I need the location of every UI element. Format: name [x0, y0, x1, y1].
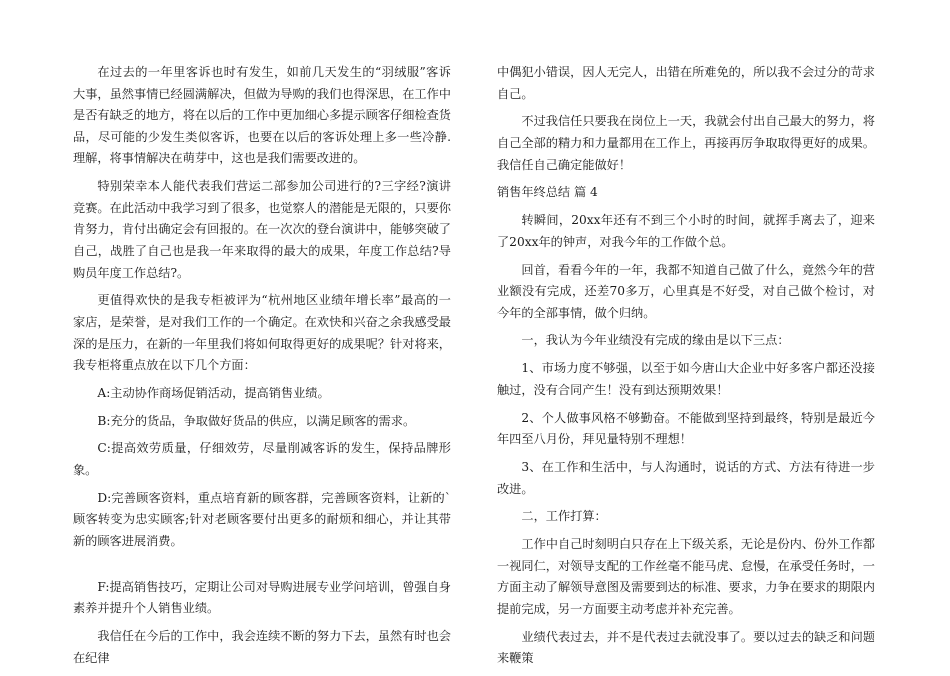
section-title: 销售年终总结 篇 4: [497, 185, 598, 200]
paragraph-belief: 我信任在今后的工作中，我会连续不断的努力下去，虽然有时也会在纪律: [73, 628, 451, 665]
reason-item-2: 2、个人做事风格不够勤奋。不能做到坚持到最终，特别是最近今年四至八月份，拜见量特别不理想！: [497, 410, 875, 447]
plan-item-b: B:充分的货品，争取做好货品的供应，以满足顾客的需求。: [97, 413, 416, 428]
left-column: [73, 62, 451, 675]
plan-item-c: C:提高效劳质量，仔细效劳，尽量削减客诉的发生，保持品牌形象。: [73, 441, 451, 478]
plan-item-a: A:主动协作商场促销活动，提高销售业绩。: [97, 385, 330, 400]
paragraph-speech-contest: 特别荣幸本人能代表我们营运二部参加公司进行的?三字经?演讲竞赛。在此活动中我学习到了很多，也觉察人的潜能是无限的，只要你肯努力，肯付出确定会有回报的。在一次次的登台演讲中，能够突破了自己，战胜了自己也是我一年来取得的最大的成果，年度工作总结?导购员年度工作总结?。: [73, 179, 451, 280]
reason-item-1: 1、市场力度不够强，以至于如今唐山大企业中好多客户都还没接触过，没有合同产生！没有到达预期效果！: [497, 361, 875, 397]
plan-item-f: F:提高销售技巧，定期让公司对导购进展专业学问培训，曾强自身素养并提升个人销售业绩。: [73, 579, 451, 616]
paragraph-honor: 更值得欢快的是我专柜被评为“杭州地区业绩年增长率”最高的一家店，是荣誉，是对我们工作的一个确定。在欢快和兴奋之余我感受最深的是压力，在新的一年里我们将如何取得更好的成果呢？针对将来，我专柜将重点放在以下几个方面：: [73, 293, 451, 373]
paragraph-reasons-heading: 一，我认为今年业绩没有完成的缘由是以下三点：: [521, 333, 790, 348]
paragraph-performance: 业绩代表过去，并不是代表过去就没事了。要以过去的缺乏和问题来鞭策: [497, 629, 875, 666]
paragraph-review: 回首，看看今年的一年，我都不知道自己做了什么，竟然今年的营业额没有完成，还差70多万，心里真是不好受，对自己做个检讨，对今年的全部事情，做个归纳。: [497, 262, 875, 320]
paragraph-plan-heading: 二，工作打算：: [521, 509, 607, 524]
plan-item-d: D:完善顾客资料，重点培育新的顾客群，完善顾客资料，让新的`顾客转变为忠实顾客;针对老顾客要付出更多的耐烦和细心，并让其带新的顾客进展消费。: [73, 490, 451, 548]
reason-item-3: 3、在工作和生活中，与人沟通时，说话的方式、方法有待进一步改进。: [497, 460, 875, 496]
right-column: [497, 62, 875, 676]
paragraph-commitment: 不过我信任只要我在岗位上一天，我就会付出自己最大的努力，将自己全部的精力和力量都用在工作上，再接再厉争取取得更好的成果。我信任自己确定能做好！: [497, 114, 875, 172]
paragraph-work-attitude: 工作中自己时刻明白只存在上下级关系，无论是份内、份外工作都一视同仁，对领导支配的工作丝毫不能马虎、怠慢，在承受任务时，一方面主动了解领导意图及需要到达的标准、要求，力争在要求的期限内提前完成，另一方面要主动考虑并补充完善。: [497, 537, 875, 616]
paragraph-continuation: 中偶犯小错误，因人无完人，出错在所难免的，所以我不会过分的苛求自己。: [497, 65, 875, 101]
paragraph-complaints: 在过去的一年里客诉也时有发生，如前几天发生的“羽绒服”客诉大事，虽然事情已经圆满解决，但做为导购的我们也得深思，在工作中是否有缺乏的地方，将在以后的工作中更加细心多提示顾客仔细检查货品，尽可能的少发生类似客诉，也要在以后的客诉处理上多一些冷静.理解，将事情解决在萌芽中，这也是我们需要改进的。: [73, 65, 451, 166]
paragraph-year-end: 转瞬间，20xx年还有不到三个小时的时间，就挥手离去了，迎来了20xx年的钟声，对我今年的工作做个总。: [497, 213, 875, 249]
